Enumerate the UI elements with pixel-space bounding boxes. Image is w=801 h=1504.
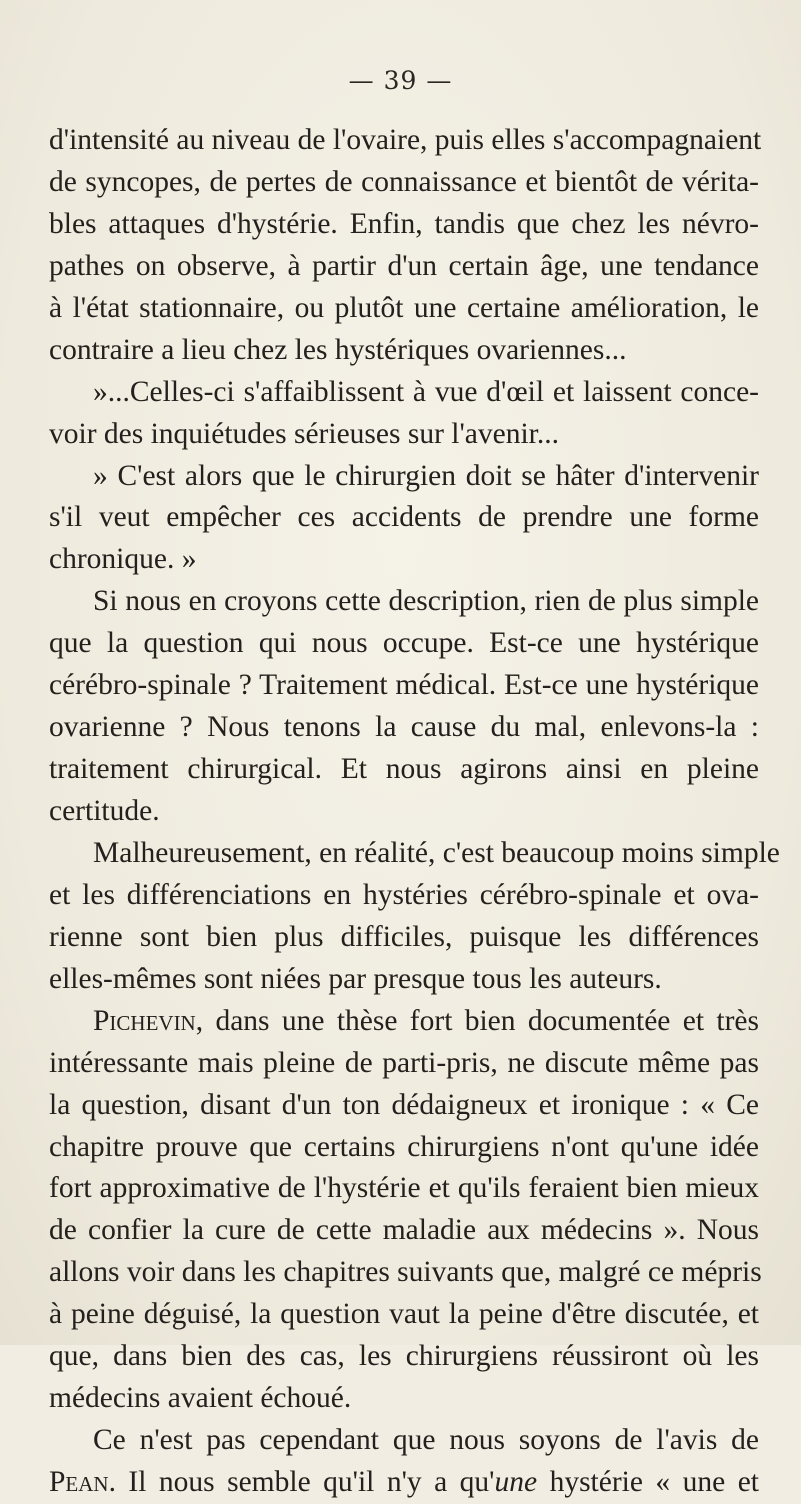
italic-word: une: [494, 1466, 538, 1498]
text-line: voir des inquiétudes sérieuses sur l'avenir...: [49, 417, 559, 450]
text-line: pathes on observe, à partir d'un certain âge, une tendance: [49, 249, 759, 282]
text-line: cérébro-spinale ? Traitement médical. Est-ce une hystérique: [49, 669, 759, 702]
text-line: traitement chirurgical. Et nous agirons ainsi en pleine: [49, 753, 759, 786]
author-name-pichevin: Pichevin: [93, 1004, 196, 1037]
text-line: de syncopes, de pertes de connaissance et bientôt de vérita-: [49, 165, 759, 198]
page-number: — 39 —: [348, 66, 453, 95]
text-line: fort approximative de l'hystérie et qu'ils feraient bien mieux: [49, 1172, 759, 1205]
text-line: bles attaques d'hystérie. Enfin, tandis que chez les névro-: [49, 207, 759, 240]
text-line: Malheureusement, en réalité, c'est beaucoup moins simple: [93, 836, 780, 869]
text-line: la question, disant d'un ton dédaigneux et ironique : « Ce: [49, 1088, 759, 1121]
text-line: rienne sont bien plus difficiles, puisque les différences: [49, 920, 759, 953]
text-line: [49, 1462, 759, 1504]
text-line: intéressante mais pleine de parti-pris, ne discute même pas: [49, 1046, 759, 1079]
text-line: elles-mêmes sont niées par presque tous les auteurs.: [49, 962, 662, 995]
text-fragment: hystérie « une et: [537, 1466, 759, 1498]
text-line: [49, 1001, 759, 1043]
text-line: »...Celles-ci s'affaiblissent à vue d'œil et laissent conce-: [93, 375, 759, 408]
text-line: d'intensité au niveau de l'ovaire, puis elles s'accompagnaient: [49, 124, 762, 156]
text-line: Ce n'est pas cependant que nous soyons de l'avis de: [93, 1424, 759, 1457]
text-line: allons voir dans les chapitres suivants que, malgré ce mépris: [49, 1256, 762, 1289]
text-line: et les différenciations en hystéries cérébro-spinale et ova-: [49, 878, 759, 911]
text-line: contraire a lieu chez les hystériques ovariennes...: [49, 333, 627, 366]
text-line: certitude.: [49, 795, 160, 827]
text-line: s'il veut empêcher ces accidents de prendre une forme: [49, 501, 759, 534]
body-text: [49, 120, 780, 1504]
text-line: à peine déguisé, la question vaut la peine d'être discutée, et: [49, 1298, 759, 1331]
text-fragment: . Il nous semble qu'il n'y a qu': [108, 1466, 495, 1498]
text-line: chapitre prouve que certains chirurgiens n'ont qu'une idée: [49, 1130, 759, 1163]
text-line: que, dans bien des cas, les chirurgiens réussiront où les: [49, 1340, 759, 1373]
author-name-pean: Pean: [49, 1466, 109, 1498]
text-line: que la question qui nous occupe. Est-ce une hystérique: [49, 627, 759, 660]
text-line: de confier la cure de cette maladie aux médecins ». Nous: [49, 1214, 759, 1247]
text-line: chronique. »: [49, 543, 197, 576]
text-line: Si nous en croyons cette description, rien de plus simple: [93, 585, 759, 618]
text-line: à l'état stationnaire, ou plutôt une certaine amélioration, le: [49, 291, 759, 324]
text-line: ovarienne ? Nous tenons la cause du mal, enlevons-la :: [49, 711, 759, 744]
text-line: médecins avaient échoué.: [49, 1382, 352, 1415]
text-line: » C'est alors que le chirurgien doit se hâter d'intervenir: [93, 459, 759, 492]
text-fragment: , dans une thèse fort bien documentée et très: [195, 1004, 759, 1037]
